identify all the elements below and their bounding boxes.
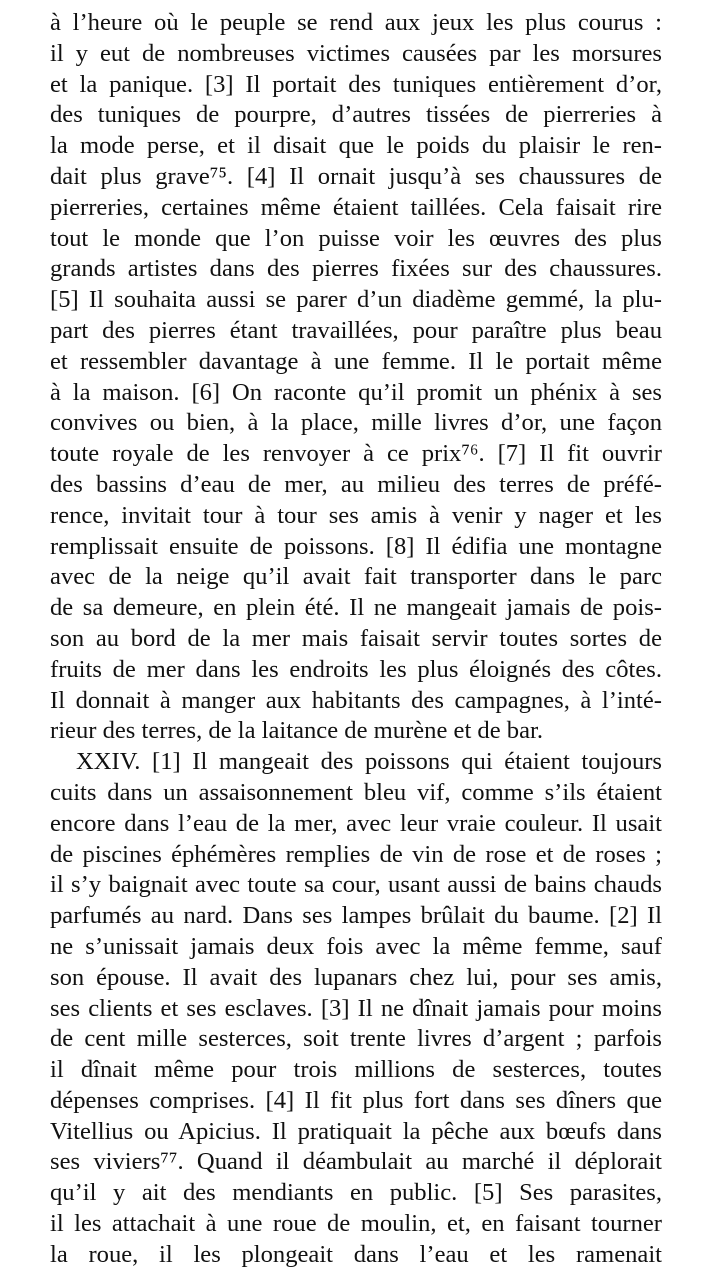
text-line: grands artistes dans des pierres fixées sur des chaussures. <box>50 255 662 283</box>
text-line: la roue, il les plongeait dans l’eau et les ramenait <box>50 1240 662 1268</box>
text-line: remplissait ensuite de poissons. [8] Il édifia une montagne <box>50 532 662 560</box>
chapter-start-line: XXIV. [1] Il mangeait des poissons qui étaient toujours <box>76 748 662 776</box>
page-body <box>50 8 662 1271</box>
text-line: ses viviers⁷⁷. Quand il déambulait au marché il déplorait <box>50 1148 662 1176</box>
text-line: à l’heure où le peuple se rend aux jeux les plus courus : <box>50 9 662 36</box>
text-line: des bassins d’eau de mer, au milieu des terres de préfé- <box>50 470 662 498</box>
text-line: Vitellius ou Apicius. Il pratiquait la pêche aux bœufs dans <box>50 1117 662 1145</box>
text-line: [5] Il souhaita aussi se parer d’un diadème gemmé, la plu- <box>50 286 662 314</box>
text-line: ne s’unissait jamais deux fois avec la même femme, sauf <box>50 932 662 960</box>
text-line: et ressembler davantage à une femme. Il le portait même <box>50 347 662 375</box>
text-line: Il donnait à manger aux habitants des campagnes, à l’inté- <box>50 686 662 714</box>
text-line: cuits dans un assaisonnement bleu vif, comme s’ils étaient <box>50 778 662 806</box>
text-line: encore dans l’eau de la mer, avec leur vraie couleur. Il usait <box>50 809 662 837</box>
text-line: à la maison. [6] On raconte qu’il promit un phénix à ses <box>50 378 662 406</box>
text-line: rence, invitait tour à tour ses amis à venir y nager et les <box>50 501 662 529</box>
text-line: pierreries, certaines même étaient taillées. Cela faisait rire <box>50 193 662 221</box>
text-line: son épouse. Il avait des lupanars chez lui, pour ses amis, <box>50 963 662 991</box>
text-line: son au bord de la mer mais faisait servir toutes sortes de <box>50 624 662 652</box>
text-line: de piscines éphémères remplies de vin de rose et de roses ; <box>50 840 662 868</box>
text-line: il les attachait à une roue de moulin, et, en faisant tourner <box>50 1210 662 1238</box>
text-line: dait plus grave⁷⁵. [4] Il ornait jusqu’à ses chaussures de <box>50 162 662 190</box>
text-line: convives ou bien, à la place, mille livres d’or, une façon <box>50 409 662 437</box>
text-line: tout le monde que l’on puisse voir les œuvres des plus <box>50 224 662 252</box>
text-line: de sa demeure, en plein été. Il ne mangeait jamais de pois- <box>50 594 662 622</box>
text-line: dépenses comprises. [4] Il fit plus fort dans ses dîners que <box>50 1086 662 1114</box>
text-line: il s’y baignait avec toute sa cour, usant aussi de bains chauds <box>50 871 662 899</box>
text-line: et la panique. [3] Il portait des tuniques entièrement d’or, <box>50 70 662 98</box>
text-line: qu’il y ait des mendiants en public. [5] Ses parasites, <box>50 1179 662 1207</box>
text-line: des tuniques de pourpre, d’autres tissées de pierreries à <box>50 101 662 129</box>
text-line: part des pierres étant travaillées, pour paraître plus beau <box>50 316 662 344</box>
text-line: ses clients et ses esclaves. [3] Il ne dînait jamais pour moins <box>50 994 662 1022</box>
text-line: fruits de mer dans les endroits les plus éloignés des côtes. <box>50 655 662 683</box>
text-line: il y eut de nombreuses victimes causées par les morsures <box>50 39 662 67</box>
text-line: toute royale de les renvoyer à ce prix⁷⁶. [7] Il fit ouvrir <box>50 440 662 468</box>
text-line: rieur des terres, de la laitance de murène et de bar. <box>50 717 543 745</box>
text-line: il dînait même pour trois millions de sesterces, toutes <box>50 1056 662 1084</box>
text-line: avec de la neige qu’il avait fait transporter dans le parc <box>50 563 662 591</box>
text-line: de cent mille sesterces, soit trente livres d’argent ; parfois <box>50 1025 662 1053</box>
text-line: parfumés au nard. Dans ses lampes brûlait du baume. [2] Il <box>50 902 662 930</box>
text-line: la mode perse, et il disait que le poids du plaisir le ren- <box>50 132 662 160</box>
